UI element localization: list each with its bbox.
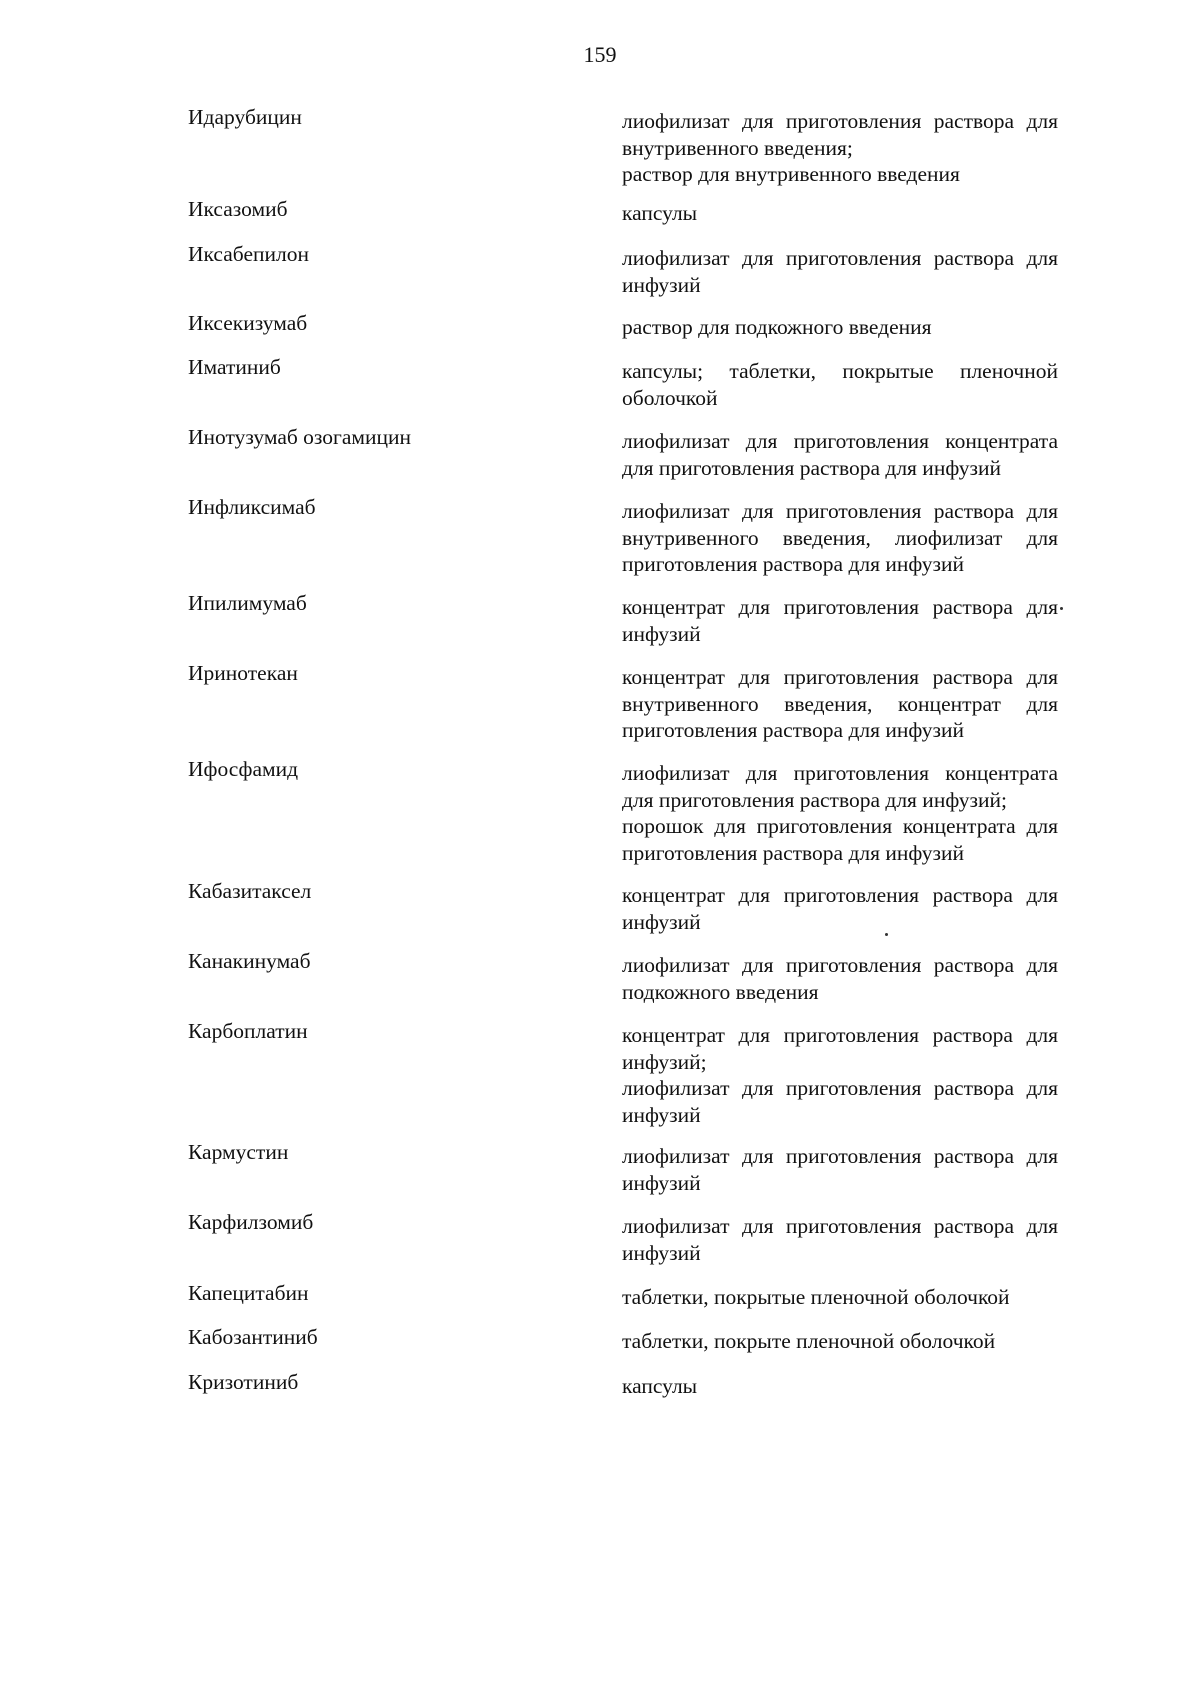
- dosage-forms: [622, 760, 1058, 866]
- dosage-form-line: лиофилизат для приготовления раствора для: [622, 246, 1058, 270]
- dosage-forms: [622, 1143, 1058, 1196]
- dosage-form-line: раствор для подкожного введения: [622, 315, 932, 339]
- drug-name: Карфилзомиб: [188, 1210, 314, 1234]
- dosage-form-line: инфузий: [622, 909, 701, 934]
- dosage-form-line: порошок для приготовления концентрата для: [622, 814, 1058, 838]
- dosage-form-line: приготовления раствора для инфузий: [622, 552, 965, 576]
- dosage-forms: [622, 1328, 1058, 1355]
- drug-name: Капецитабин: [188, 1281, 309, 1305]
- drug-name: Ифосфамид: [188, 757, 299, 781]
- dosage-form-line: оболочкой: [622, 385, 718, 410]
- dosage-forms: [622, 952, 1058, 1005]
- drug-name: Кармустин: [188, 1140, 289, 1164]
- dosage-form-line: инфузий;: [622, 1049, 707, 1074]
- dosage-form-line: инфузий: [622, 1240, 701, 1265]
- dosage-form-line: лиофилизат для приготовления раствора для: [622, 1144, 1058, 1168]
- drug-name: Иксекизумаб: [188, 311, 308, 335]
- dosage-forms: [622, 245, 1058, 298]
- dosage-form-line: лиофилизат для приготовления концентрата: [622, 429, 1058, 453]
- dosage-forms: [622, 1373, 1058, 1400]
- dosage-form-line: капсулы; таблетки, покрытые пленочной: [622, 359, 1058, 383]
- drug-name: Иксабепилон: [188, 242, 309, 266]
- dosage-form-line: подкожного введения: [622, 979, 819, 1004]
- drug-name: Иксазомиб: [188, 197, 288, 221]
- dosage-form-line: концентрат для приготовления раствора для: [622, 665, 1058, 689]
- dosage-forms: [622, 882, 1058, 935]
- drug-name: Иматиниб: [188, 355, 281, 379]
- dosage-form-line: лиофилизат для приготовления раствора для: [622, 499, 1058, 523]
- dosage-form-line: для приготовления раствора для инфузий: [622, 455, 1001, 480]
- drug-name: Кабозантиниб: [188, 1325, 318, 1349]
- dosage-form-line: инфузий: [622, 272, 701, 297]
- drug-name: Канакинумаб: [188, 949, 311, 973]
- dosage-forms: [622, 1022, 1058, 1128]
- dosage-form-line: лиофилизат для приготовления раствора для: [622, 1214, 1058, 1238]
- dosage-form-line: таблетки, покрытые пленочной оболочкой: [622, 1285, 1010, 1309]
- drug-name: Карбоплатин: [188, 1019, 308, 1043]
- dosage-form-line: таблетки, покрыте пленочной оболочкой: [622, 1329, 996, 1353]
- page-number: 159: [583, 42, 617, 67]
- dosage-form-line: для приготовления раствора для инфузий;: [622, 787, 1007, 812]
- dosage-form-line: инфузий: [622, 1102, 701, 1127]
- dosage-forms: [622, 428, 1058, 481]
- drug-name: Кризотиниб: [188, 1370, 299, 1394]
- dosage-form-line: капсулы: [622, 1374, 698, 1398]
- drug-name: Инфликсимаб: [188, 495, 316, 519]
- dosage-form-line: приготовления раствора для инфузий: [622, 718, 965, 742]
- dosage-form-line: лиофилизат для приготовления раствора для: [622, 109, 1058, 133]
- dosage-form-line: раствор для внутривенного введения: [622, 162, 960, 186]
- drug-name: Идарубицин: [188, 105, 302, 129]
- scan-artifact-mark: [885, 933, 888, 936]
- dosage-forms: [622, 498, 1058, 578]
- dosage-forms: [622, 664, 1058, 744]
- dosage-form-line: лиофилизат для приготовления раствора для: [622, 1076, 1058, 1100]
- dosage-form-line: концентрат для приготовления раствора для: [622, 595, 1058, 619]
- dosage-forms: [622, 1213, 1058, 1266]
- drug-name: Инотузумаб озогамицин: [188, 425, 412, 449]
- dosage-form-line: инфузий: [622, 1170, 701, 1195]
- dosage-form-line: лиофилизат для приготовления концентрата: [622, 761, 1058, 785]
- dosage-form-line: инфузий: [622, 621, 701, 646]
- drug-name: Ипилимумаб: [188, 591, 307, 615]
- dosage-forms: [622, 108, 1058, 188]
- dosage-forms: [622, 200, 1058, 227]
- drug-name: Кабазитаксел: [188, 879, 312, 903]
- dosage-form-line: внутривенного введения, лиофилизат для: [622, 525, 1058, 550]
- dosage-form-line: приготовления раствора для инфузий: [622, 840, 965, 865]
- dosage-form-line: капсулы: [622, 201, 698, 225]
- dosage-forms: [622, 314, 1058, 341]
- dosage-forms: [622, 1284, 1058, 1311]
- drug-name: Иринотекан: [188, 661, 298, 685]
- dosage-form-line: внутривенного введения;: [622, 135, 853, 160]
- dosage-form-line: концентрат для приготовления раствора для: [622, 883, 1058, 907]
- dosage-forms: [622, 358, 1058, 411]
- dosage-form-line: внутривенного введения, концентрат для: [622, 691, 1058, 716]
- dosage-form-line: лиофилизат для приготовления раствора для: [622, 953, 1058, 977]
- scan-artifact-dot: [1060, 607, 1063, 610]
- dosage-form-line: концентрат для приготовления раствора для: [622, 1023, 1058, 1047]
- dosage-forms: [622, 594, 1058, 647]
